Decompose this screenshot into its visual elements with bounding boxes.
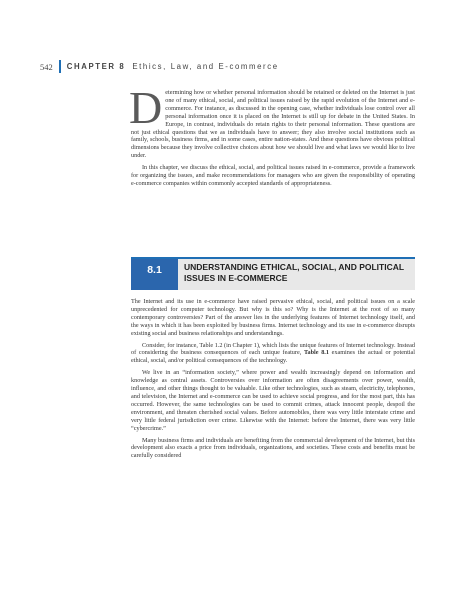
body-paragraph-1: The Internet and its use in e-commerce have raised pervasive ethical, social, and political issues on a scale unprecedented for computer technology. But why is this so? Why is the Internet at the root of so many contemporary controversies? Part of the answer lies in the underlying features of Internet technology itself, and the ways in which it has been exploited by business firms. Internet technology and its use in e-commerce disrupts existing social and business relationships and understandings.: [131, 298, 415, 337]
running-header: [40, 60, 279, 73]
section-heading: [131, 257, 415, 290]
section-title-line-1: UNDERSTANDING ETHICAL, SOCIAL, AND POLITICAL: [184, 262, 405, 272]
table-reference: Table 8.1: [303, 349, 329, 357]
intro-block: [129, 82, 415, 188]
chapter-title: Ethics, Law, and E-commerce: [132, 62, 279, 71]
drop-cap: D: [129, 82, 163, 133]
body-paragraph-3: We live in an “information society,” where power and wealth increasingly depend on information and knowledge as central assets. Controversies over information are often disagreements over power, wealth, influence, and other things thought to be valuable. Like other technologies, such as steam, electricity, telephones, and television, the Internet and e-commerce can be used to achieve social progress, and for the most part, this has occurred. However, the same technologies can be used to commit crimes, attack innocent people, despoil the environment, and threaten cherished social values. Before automobiles, there was very little interstate crime and very little federal jurisdiction over crime. Likewise with the Internet: before the Internet, there was very little “cybercrime.”: [131, 369, 415, 432]
intro-paragraph-1-text: etermining how or whether personal information should be retained or deleted on the Internet is just one of many ethical, social, and political issues raised by the rapid evolution of the Internet and e-commerce. For instance, as discussed in the opening case, whether individuals lose control over all personal information once it is placed on the Internet is still up for debate in the United States. In Europe, in contrast, individuals do retain rights to their personal information. These questions are not just ethical questions that we as individuals have to answer; they also involve social institutions such as family, schools, business firms, and in some cases, entire nation-states. And these questions have obvious political dimensions because they involve collective choices about how we should live and what laws we would like to live under.: [131, 89, 415, 160]
body-paragraph-4: Many business firms and individuals are benefiting from the commercial development of the Internet, but this development also exacts a price from individuals, organizations, and societies. These costs and benefits must be carefully considered: [131, 436, 415, 460]
chapter-label: CHAPTER 8: [66, 62, 126, 71]
intro-paragraph-1: [129, 82, 415, 160]
intro-paragraph-2: In this chapter, we discuss the ethical, social, and political issues raised in e-commerce, provide a framework for organizing the issues, and make recommendations for managers who are given the responsibility of operating e-commerce companies within commonly accepted standards of appropriateness.: [131, 164, 415, 187]
header-divider: [59, 60, 61, 73]
section-title: [178, 259, 404, 290]
page-number: 542: [40, 61, 53, 72]
section-number: 8.1: [131, 259, 178, 290]
body-paragraph-2: [131, 342, 415, 366]
body-text: [131, 298, 415, 464]
body-paragraph-2-start: Consider, for instance, Table 1.2 (in Chapter 1), which lists the unique features of Internet technology. Instead of considering the business consequences of each unique feature,: [131, 341, 415, 357]
body-paragraph-2-end: examines the actual or potential ethical, social, and/or political consequences of the technology.: [131, 349, 415, 365]
section-title-line-2: ISSUES IN E-COMMERCE: [184, 273, 288, 283]
